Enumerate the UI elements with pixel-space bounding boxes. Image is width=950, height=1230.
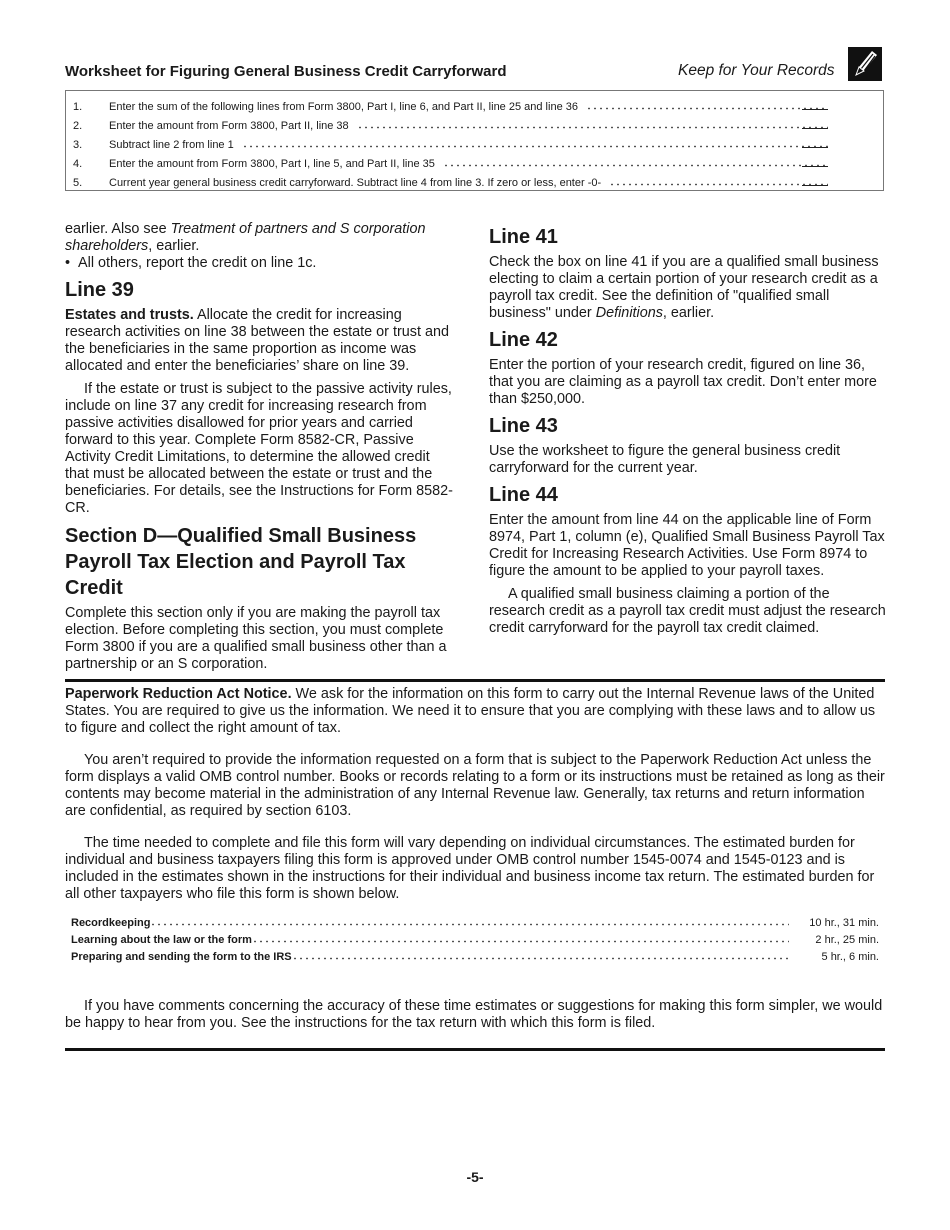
text: , earlier. [148,238,200,254]
italic-text: Definitions [595,305,663,321]
heading-line-41: Line 41 [489,226,558,248]
worksheet-row [66,113,883,132]
paragraph: If you have comments concerning the accuracy of these time estimates or suggestions for making this form simpler, we would be happy to hear from you. See the instructions for the tax return with which this form is filed. [65,998,883,1031]
paragraph: Enter the amount from line 44 on the applicable line of Form 8974, Part 1, column (e), Qualified Small Business Payroll Tax Credit for Increasing Research Activities. Use Form 8974 to figure the amount to be applied to your payroll taxes. [489,512,885,579]
bullet-icon: • [65,255,79,271]
worksheet-row [66,170,883,189]
amount-blank[interactable] [802,166,828,167]
left-column [65,221,457,679]
divider [65,679,885,682]
dot-leader [242,138,828,148]
burden-value: 2 hr., 25 min. [815,934,879,946]
worksheet-table [65,90,884,191]
heading-line-42: Line 42 [489,329,558,351]
burden-label: Learning about the law or the form [71,934,252,946]
burden-label: Recordkeeping [71,917,151,929]
heading-line-39: Line 39 [65,279,134,301]
heading-line-44: Line 44 [489,484,558,506]
text: earlier. Also see [65,221,171,237]
row-text: Enter the amount from Form 3800, Part II, line 38 [109,120,349,132]
row-number: 4. [73,158,83,170]
burden-table [71,912,879,963]
dot-leader [443,157,828,167]
dot-leader [586,100,828,110]
dot-leader [150,916,789,926]
paragraph: The time needed to complete and file this form will vary depending on individual circumstances. The estimated burden for individual and business taxpayers filing this form is approved under OMB control number 1545-0074 and 1545-0123 and is included in the estimates shown in the instructions for their individual and business income tax return. The estimated burden for all other taxpayers who file this form is shown below. [65,835,875,902]
amount-blank[interactable] [802,147,828,148]
worksheet-row [66,151,883,170]
paragraph: Complete this section only if you are making the payroll tax election. Before completing this section, you must complete Form 3800 if you are a qualified small business other than a partnership or an S corporation. [65,605,447,672]
row-number: 5. [73,177,83,189]
text: Allocate the credit for increasing research activities on line 38 between the estate or trust and the beneficiaries in the same proportion as income was allocated and enter the beneficiaries’ share on line 39. [65,307,449,374]
row-text: Subtract line 2 from line 1 [109,139,234,151]
paperwork-reduction-notice [65,686,887,918]
italic-text: Treatment of partners and S corporation shareholders [65,221,426,254]
row-number: 2. [73,120,83,132]
text: We ask for the information on this form to carry out the Internal Revenue laws of the United States. You are required to give us the information. We need it to ensure that you are complying with these laws and to allow us to figure and collect the right amount of tax. [65,686,876,736]
pencil-icon [848,47,882,81]
paragraph [65,221,457,255]
amount-blank[interactable] [802,109,828,110]
row-number: 3. [73,139,83,151]
dot-leader [609,176,828,186]
comments-paragraph-block [65,998,887,1047]
paragraph: If the estate or trust is subject to the passive activity rules, include on line 37 any credit for increasing research from passive activities disallowed for prior years and carried forward to this year. Complete Form 8582-CR, Passive Activity Credit Limitations, to determine the allowed credit that must be allocated between the estate or trust and the beneficiaries. For details, see the Instructions for Form 8582-CR. [65,381,453,516]
row-text: Current year general business credit carryforward. Subtract line 4 from line 3. If zero or less, enter -0- [109,177,602,189]
paragraph: Enter the portion of your research credit, figured on line 36, that you are claiming as a payroll tax credit. Don’t enter more than $250,000. [489,357,877,407]
burden-value: 10 hr., 31 min. [809,917,879,929]
burden-row [71,946,879,963]
worksheet-title: Worksheet for Figuring General Business Credit Carryforward [65,63,507,80]
divider [65,1048,885,1051]
dot-leader [357,119,828,129]
paragraph: A qualified small business claiming a portion of the research credit as a payroll tax credit must adjust the research credit carryforward for the payroll tax credit claimed. [489,586,886,636]
row-text: Enter the sum of the following lines from Form 3800, Part I, line 6, and Part II, line 25 and line 36 [109,101,578,113]
text: All others, report the credit on line 1c. [78,255,317,271]
dot-leader [252,933,789,943]
heading-section-d: Section D—Qualified Small Business Payroll Tax Election and Payroll Tax Credit [65,525,417,599]
bold-lead: Paperwork Reduction Act Notice. [65,686,292,702]
burden-row [71,929,879,946]
dot-leader [292,950,789,960]
burden-value: 5 hr., 6 min. [821,951,879,963]
burden-label: Preparing and sending the form to the IRS [71,951,292,963]
text: , earlier. [662,305,715,321]
paragraph [65,307,457,375]
amount-blank[interactable] [802,128,828,129]
bold-lead: Estates and trusts. [65,307,194,323]
amount-blank[interactable] [802,185,828,186]
heading-line-43: Line 43 [489,415,558,437]
text: Check the box on line 41 if you are a qualified small business electing to claim a certain portion of your research credit as a payroll tax credit. See the definition of "qualified small business" under [489,254,879,321]
right-column [489,221,887,643]
burden-row [71,912,879,929]
worksheet-row [66,94,883,113]
worksheet-row [66,132,883,151]
paragraph [65,686,887,737]
page-number: -5- [466,1169,484,1185]
paragraph: You aren’t required to provide the information requested on a form that is subject to the Paperwork Reduction Act unless the form displays a valid OMB control number. Books or records relating to a form or its instructions must be retained as long as their contents may become material in the administration of any Internal Revenue law. Generally, tax returns and return information are confidential, as required by section 6103. [65,752,885,819]
bullet-item [65,255,457,272]
row-number: 1. [73,101,83,113]
paragraph [489,254,887,322]
keep-for-records-label: Keep for Your Records [678,62,835,79]
paragraph: Use the worksheet to figure the general business credit carryforward for the current year. [489,443,841,476]
row-text: Enter the amount from Form 3800, Part I, line 5, and Part II, line 35 [109,158,435,170]
